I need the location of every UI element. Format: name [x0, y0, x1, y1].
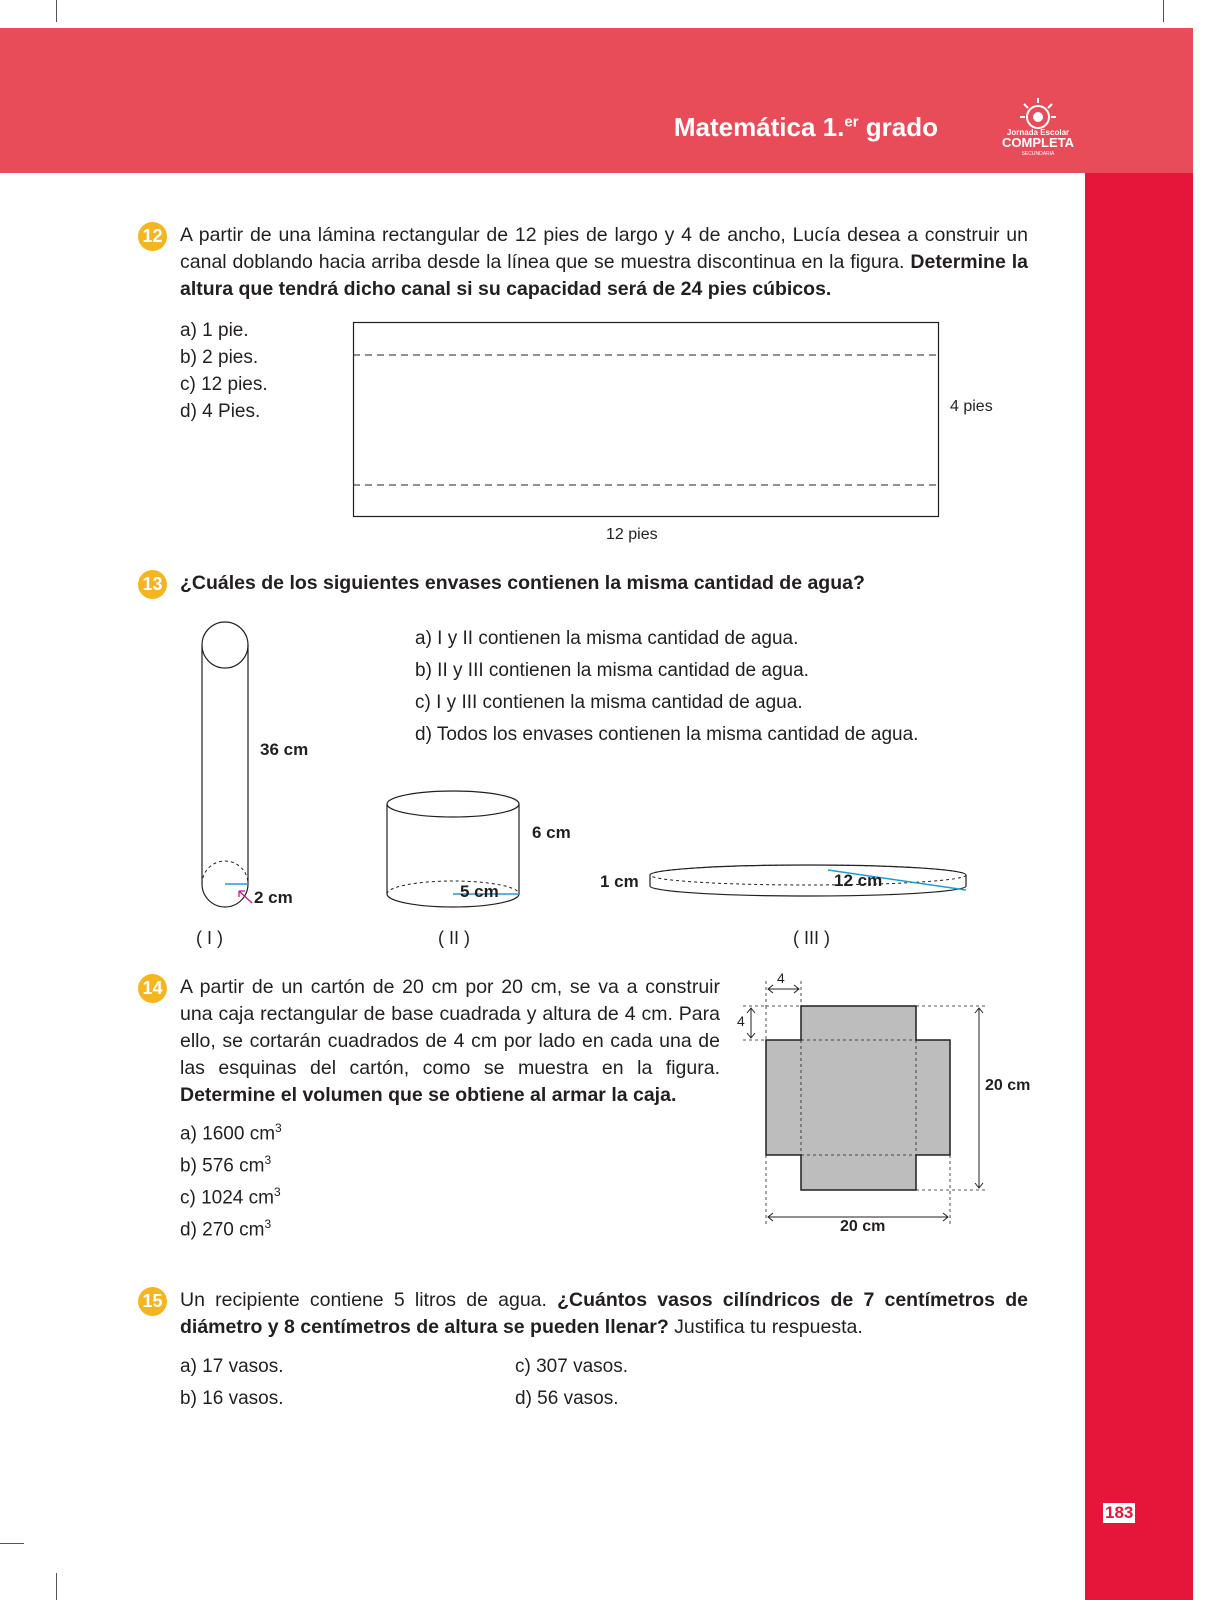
box-net-figure	[735, 975, 995, 1235]
cylinder-3-radius-label: 12 cm	[834, 871, 883, 890]
question-number-badge: 14	[138, 974, 167, 1003]
q15-option-a: a) 17 vasos.	[180, 1356, 284, 1377]
q14-option-b: b) 576 $cm^3$	[180, 1153, 272, 1177]
cylinder-3-height-label: 1 cm	[600, 872, 639, 891]
q15-option-d: d) 56 vasos.	[515, 1388, 619, 1409]
crop-mark	[1163, 0, 1164, 22]
q13-option-c: c) I y III contienen la misma cantidad de agua.	[415, 692, 803, 713]
cylinder-1-radius-label: 2 cm	[254, 888, 293, 907]
cylinder-3-figure	[648, 864, 972, 904]
svg-text:SECUNDARIA: SECUNDARIA	[1021, 151, 1055, 157]
q15-option-c: c) 307 vasos.	[515, 1356, 628, 1377]
page-header-title: Matemática 1.$^{er}$ grado	[673, 112, 938, 142]
crop-mark	[0, 1543, 24, 1544]
net-side-label: 20 cm	[985, 1077, 1031, 1094]
net-bottom-label: 20 cm	[840, 1218, 886, 1235]
q12-option-d: d) 4 Pies.	[180, 401, 261, 422]
cylinder-2-name: ( II )	[438, 928, 470, 948]
q13-option-a: a) I y II contienen la misma cantidad de agua.	[415, 628, 799, 649]
q14-option-c: c) 1024 $cm^3$	[180, 1185, 281, 1209]
q14-option-a: a) 1600 $cm^3$	[180, 1121, 282, 1145]
cut-top-label: 4	[777, 970, 785, 986]
q12-option-a: a) 1 pie.	[180, 320, 249, 341]
sheet-width-label: 4 pies	[950, 398, 993, 415]
cylinder-2-height-label: 6 cm	[532, 823, 571, 842]
question-number-badge: 13	[138, 570, 167, 599]
jornada-escolar-logo	[993, 95, 1083, 157]
question-number-badge: 12	[138, 222, 167, 251]
question-number-badge: 15	[138, 1287, 167, 1316]
q12-option-c: c) 12 pies.	[180, 374, 268, 395]
cylinder-2-radius-label: 5 cm	[460, 882, 499, 901]
question-13-text: ¿Cuáles de los siguientes envases contienen la misma cantidad de agua?	[180, 572, 865, 594]
cylinder-2-figure	[385, 790, 525, 910]
page-number: 183	[1105, 1503, 1134, 1522]
sheet-length-label: 12 pies	[606, 526, 658, 543]
cylinder-1-name: ( I )	[196, 928, 223, 948]
cylinder-1-figure	[195, 620, 255, 910]
q13-option-b: b) II y III contienen la misma cantidad de agua.	[415, 660, 809, 681]
q15-option-b: b) 16 vasos.	[180, 1388, 284, 1409]
crop-mark	[56, 1573, 57, 1600]
question-12-text: A partir de una lámina rectangular de 12 pies de largo y 4 de ancho, Lucía desea a construir un canal doblando hacia arriba desde la línea que se muestra discontinua en la figura. Determine la altura que tendrá dicho canal si su capacidad será de 24 pies cúbicos.	[180, 224, 1028, 300]
sheet-figure	[353, 322, 939, 518]
cylinder-3-name: ( III )	[793, 928, 830, 948]
question-15-text: Un recipiente contiene 5 litros de agua. ¿Cuántos vasos cilíndricos de 7 centímetros de diámetro y 8 centímetros de altura se pueden llenar? Justifica tu respuesta.	[180, 1289, 1028, 1338]
svg-text:Jornada Escolar: Jornada Escolar	[1006, 128, 1070, 137]
cylinder-1-height-label: 36 cm	[260, 740, 309, 759]
q13-option-d: d) Todos los envases contienen la misma cantidad de agua.	[415, 724, 919, 745]
q12-option-b: b) 2 pies.	[180, 347, 259, 368]
svg-text:COMPLETA: COMPLETA	[1002, 135, 1074, 150]
side-band	[1085, 173, 1193, 1600]
q14-option-d: d) 270 $cm^3$	[180, 1217, 272, 1241]
question-14-text: A partir de un cartón de 20 cm por 20 cm, se va a construir una caja rectangular de base cuadrada y altura de 4 cm. Para ello, se cortarán cuadrados de 4 cm por lado en cada una de las esquinas del cartón, como se muestra en la figura. Determine el volumen que se obtiene al armar la caja.	[180, 976, 720, 1106]
crop-mark	[56, 0, 57, 22]
sun-logo-icon	[993, 95, 1083, 157]
cut-side-label: 4	[737, 1013, 745, 1029]
